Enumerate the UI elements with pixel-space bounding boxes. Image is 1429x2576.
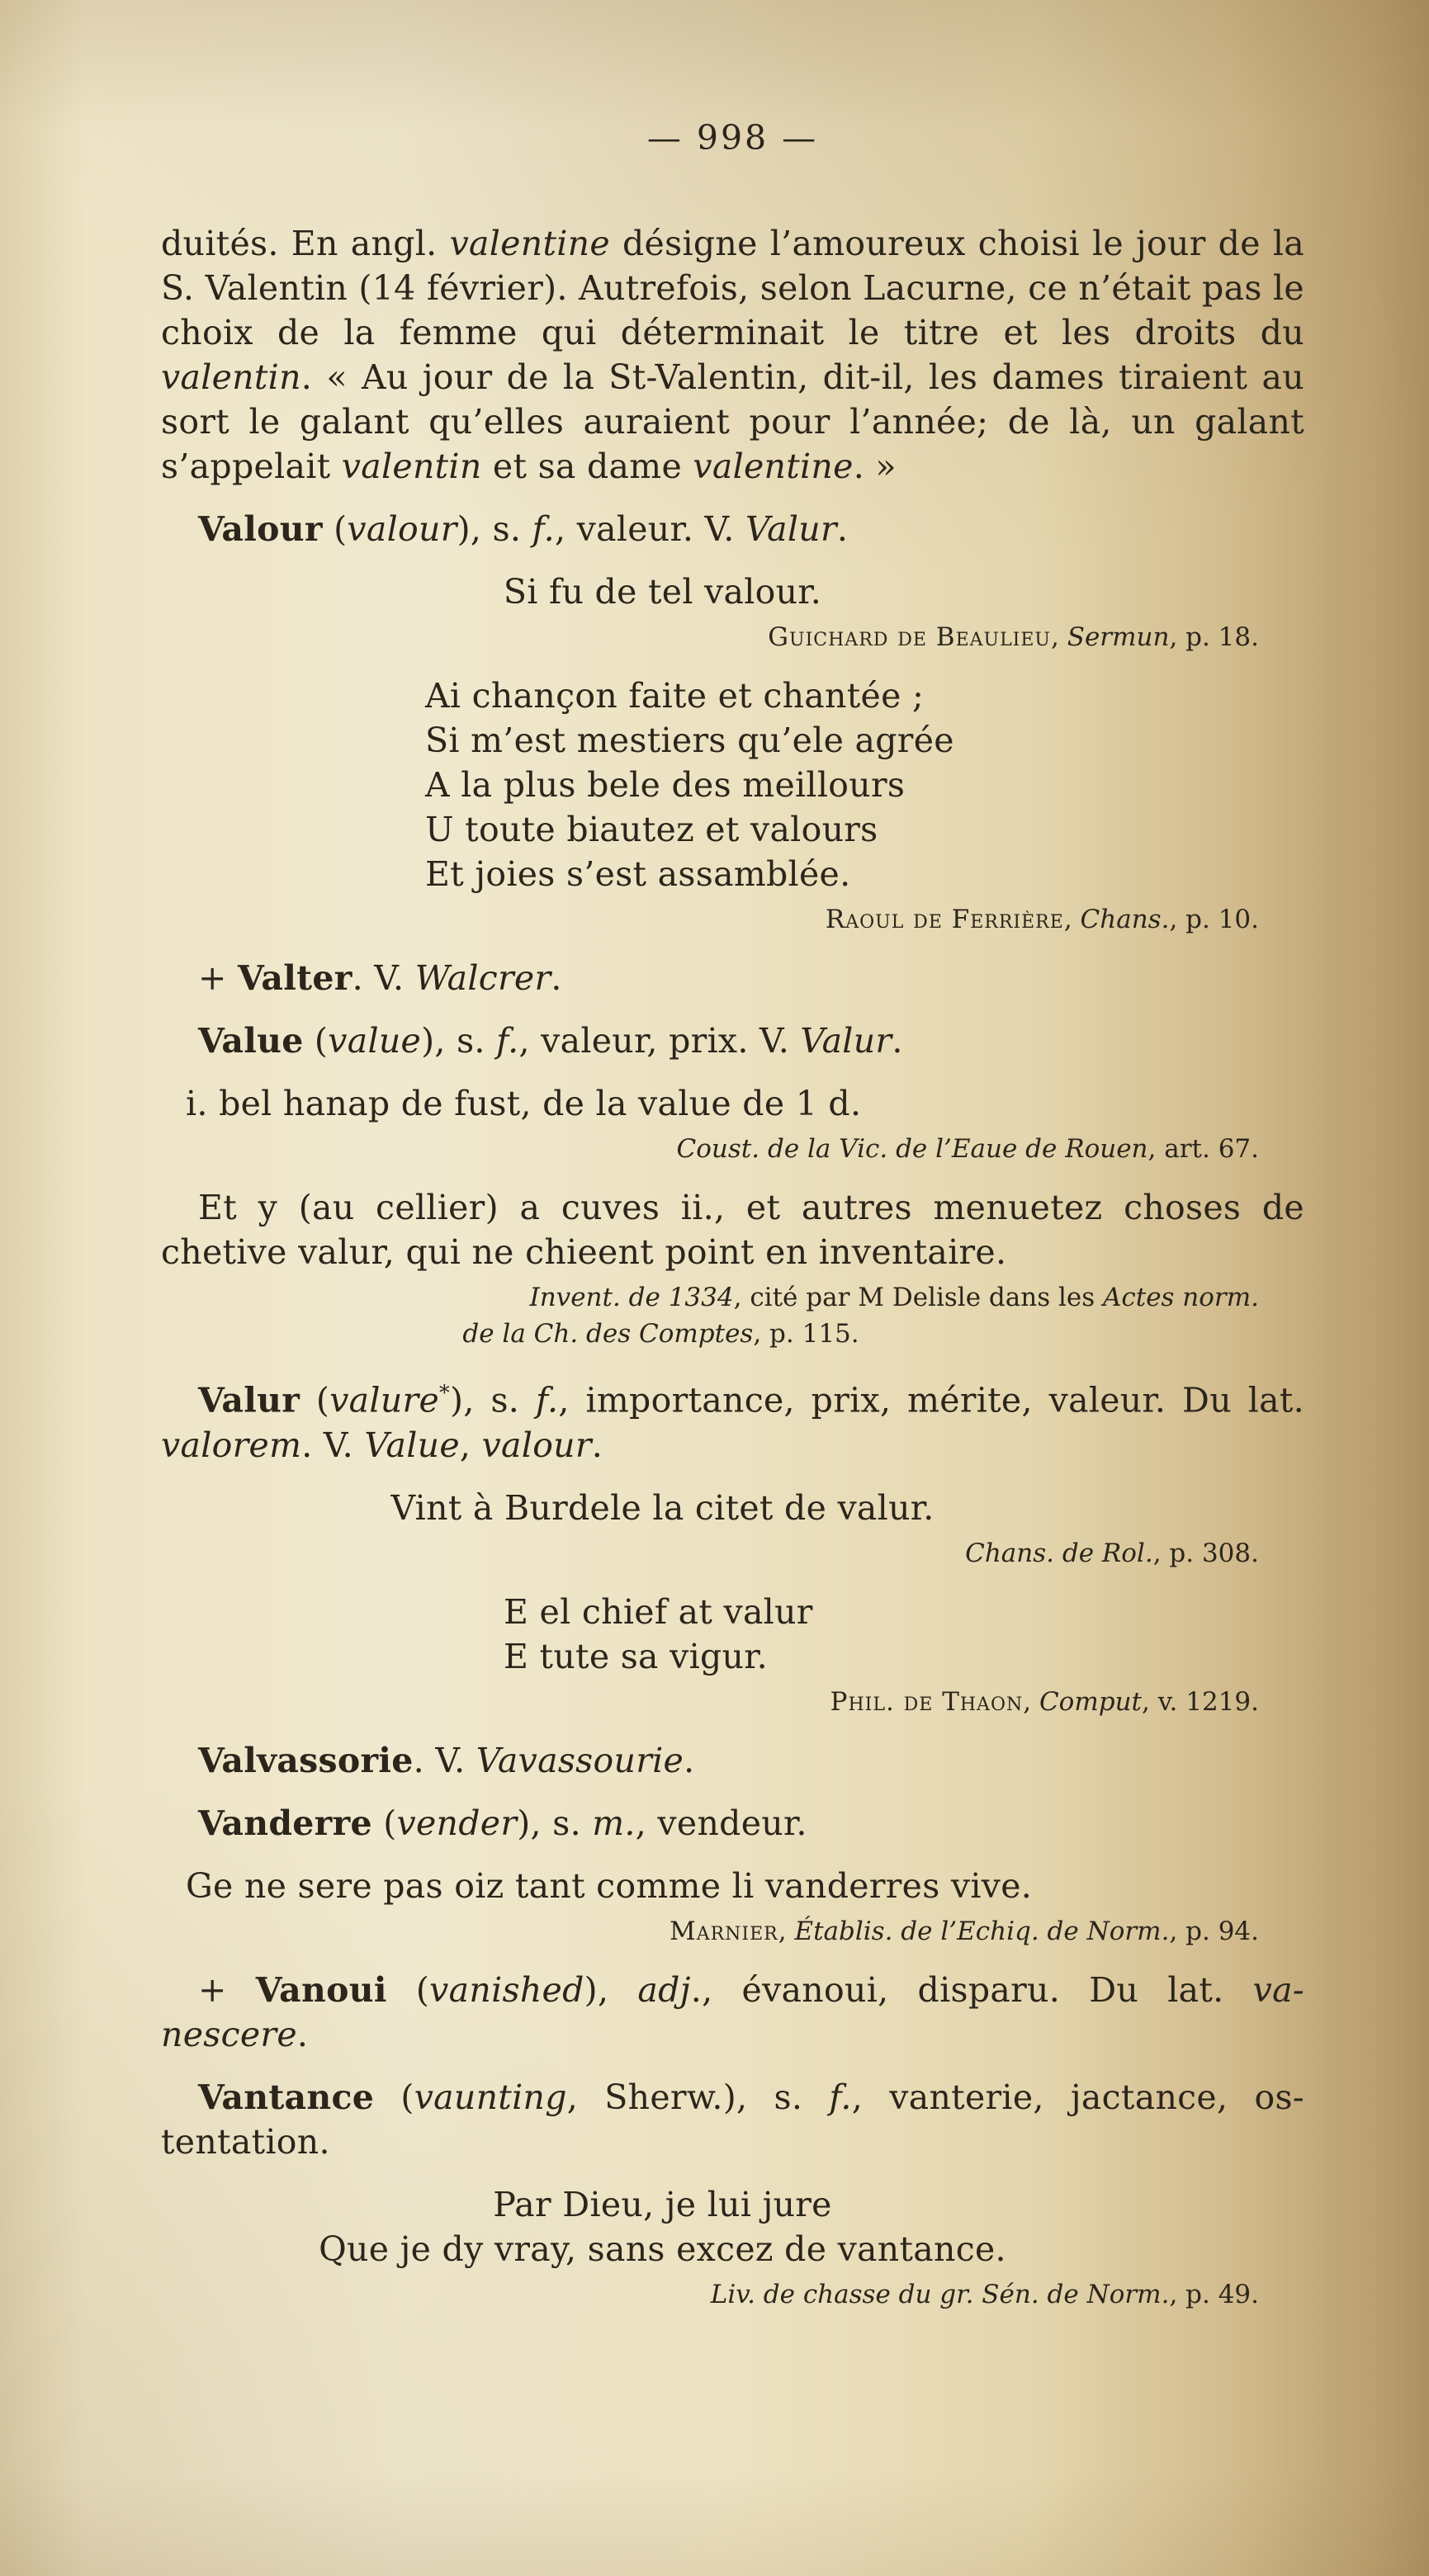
- text-segment: Chans.: [1080, 905, 1170, 934]
- text-segment: valour: [481, 1425, 592, 1465]
- verse-line: Ai chançon faite et chantée ;: [425, 676, 925, 716]
- verse-line: Et joies s’est assamblée.: [425, 854, 851, 894]
- text-segment: de la Ch. des Comptes: [462, 1319, 754, 1349]
- text-segment: Valur: [198, 1380, 300, 1420]
- text-segment: .: [892, 1021, 903, 1061]
- text-segment: .: [551, 958, 562, 998]
- text-segment: (: [303, 1021, 329, 1061]
- text-segment: Liv. de chasse du gr. Sén. de Norm.: [710, 2279, 1170, 2309]
- text-segment: .: [684, 1740, 695, 1780]
- text-segment: Vavassourie: [476, 1740, 684, 1780]
- text-segment: , p. 115.: [753, 1319, 859, 1349]
- text-segment: valentin: [161, 357, 301, 397]
- text-segment: Walcrer: [414, 958, 551, 998]
- text-segment: ),: [584, 1969, 638, 2010]
- paragraph-valentine-continuation: [161, 221, 1304, 489]
- text-segment: duités. En angl.: [161, 224, 450, 263]
- text-segment: , p. 10.: [1169, 905, 1259, 934]
- text-segment: Vanderre: [198, 1803, 372, 1843]
- text-segment: , importance, prix, mérite, valeur. Du lat.: [558, 1380, 1304, 1420]
- text-segment: . « Au jour de la St-Valentin, dit-il, les dames tiraient au sort le galant qu’elles auraient pour l’année; de là, un galant s’appelait: [161, 357, 1304, 486]
- text-segment: Vantance: [198, 2077, 375, 2117]
- text-segment: valentin: [341, 447, 482, 486]
- text-segment: ,: [459, 1425, 482, 1465]
- citation-guichard: [161, 619, 1304, 655]
- citation-line: [161, 619, 1304, 655]
- verse-e-el-chief: [504, 1590, 1304, 1679]
- text-segment: ,: [1063, 905, 1081, 934]
- text-segment: ), s.: [457, 509, 532, 549]
- page-number: — 998 —: [646, 118, 819, 158]
- text-segment: , Sherw.), s.: [566, 2077, 830, 2117]
- entry-vanoui: [161, 1968, 1304, 2057]
- text-segment: valour: [347, 509, 457, 549]
- text-segment: Chans. de Rol.: [965, 1538, 1153, 1568]
- text-segment: Si fu de tel valour.: [503, 572, 822, 612]
- text-segment: , vanterie, jactance, os-tentation.: [161, 2077, 1304, 2162]
- citation-line: [161, 1131, 1304, 1167]
- text-segment: vanished: [429, 1969, 584, 2010]
- text-segment: Sermun: [1067, 622, 1170, 652]
- text-segment: Invent. de 1334: [529, 1283, 734, 1312]
- text-segment: .: [591, 1425, 603, 1465]
- citation-invent: [161, 1279, 1304, 1352]
- text-segment: valentine: [693, 447, 854, 486]
- entry-valter: [161, 956, 1304, 1000]
- text-segment: m.: [592, 1803, 636, 1843]
- verse-line: E tute sa vigur.: [504, 1636, 768, 1676]
- text-segment: Vint à Burdele la citet de valur.: [390, 1487, 935, 1528]
- verse-line: Si m’est mestiers qu’ele agrée: [425, 721, 954, 760]
- citation-line: [161, 1279, 1304, 1316]
- verse-line: Que je dy vray, sans excez de vantance.: [319, 2229, 1006, 2269]
- text-segment: ., évanoui, disparu. Du lat.: [690, 1969, 1253, 2010]
- text-segment: Valur: [745, 509, 837, 549]
- paragraph-et-y-cellier: [161, 1185, 1304, 1274]
- text-segment: ,: [778, 1916, 795, 1946]
- verse-par-dieu: [161, 2182, 1304, 2271]
- text-segment: (: [374, 2077, 414, 2117]
- entry-vanderre: [161, 1801, 1304, 1846]
- text-segment: ), s.: [517, 1803, 593, 1843]
- citation-line: [161, 2276, 1304, 2313]
- text-segment: value: [328, 1021, 422, 1061]
- text-segment: .: [296, 2014, 309, 2054]
- text-segment: , p. 308.: [1152, 1538, 1259, 1568]
- quote-si-fu: [161, 570, 1164, 614]
- citation-liv-chasse: [161, 2276, 1304, 2313]
- text-segment: Coust. de la Vic. de l’Eaue de Rouen: [676, 1134, 1148, 1164]
- text-segment: Value: [198, 1021, 304, 1061]
- text-segment: va-nescere: [161, 1969, 1304, 2054]
- quote-hanap: [186, 1081, 1304, 1126]
- entry-valvassorie: [161, 1738, 1304, 1783]
- entry-value: [161, 1019, 1304, 1063]
- text-segment: Phil. de Thaon: [830, 1686, 1024, 1717]
- text-segment: .: [836, 509, 849, 549]
- text-segment: Valur: [800, 1021, 892, 1061]
- text-segment: , vendeur.: [635, 1803, 807, 1843]
- text-segment: Ge ne sere pas oiz tant comme li vanderres vive.: [186, 1865, 1033, 1906]
- text-segment: Comput: [1039, 1686, 1142, 1717]
- dictionary-entries: [161, 221, 1304, 2313]
- text-segment: (: [386, 1969, 430, 2010]
- text-segment: ,: [1023, 1686, 1039, 1717]
- quote-ge-ne-sere: [186, 1864, 1304, 1908]
- text-segment: . V.: [413, 1740, 476, 1780]
- text-segment: valorem: [161, 1425, 302, 1465]
- verse-ai-chancon: [425, 674, 1304, 896]
- text-segment: valure: [329, 1380, 440, 1420]
- text-segment: Marnier: [669, 1916, 778, 1946]
- text-segment: +: [198, 958, 238, 998]
- text-segment: valentine: [449, 224, 610, 263]
- citation-raoul: [161, 901, 1304, 938]
- text-segment: Valour: [198, 509, 323, 549]
- text-segment: , cité par M Delisle dans les: [733, 1283, 1103, 1312]
- verse-line: A la plus bele des meillours: [425, 765, 906, 805]
- text-segment: , art. 67.: [1147, 1134, 1259, 1164]
- text-segment: Raoul de Ferrière: [825, 905, 1064, 934]
- text-segment: *: [439, 1380, 451, 1405]
- text-segment: adj: [637, 1969, 691, 2010]
- text-segment: vaunting: [414, 2077, 567, 2117]
- text-segment: Actes norm.: [1102, 1283, 1259, 1312]
- citation-chans-rol: [161, 1535, 1304, 1572]
- text-segment: . V.: [301, 1425, 365, 1465]
- text-segment: Guichard de Beaulieu: [768, 622, 1051, 652]
- text-segment: , p. 94.: [1169, 1916, 1259, 1946]
- verse-line: E el chief at valur: [504, 1591, 813, 1632]
- text-segment: , p. 18.: [1169, 622, 1259, 652]
- text-segment: , valeur, prix. V.: [518, 1021, 801, 1061]
- entry-valur: [161, 1370, 1304, 1468]
- text-segment: (: [371, 1803, 397, 1843]
- text-segment: f.: [829, 2077, 852, 2117]
- text-segment: Valvassorie: [198, 1740, 414, 1780]
- text-segment: et sa dame: [481, 447, 693, 486]
- text-segment: Et y (au cellier) a cuves ii., et autres menuetez choses de chetive valur, qui ne chieent point en inventaire.: [161, 1188, 1304, 1272]
- text-segment: . V.: [352, 958, 415, 998]
- quote-vint-burdele: [161, 1486, 1164, 1530]
- entry-valour: [161, 507, 1304, 551]
- text-segment: ), s.: [450, 1380, 536, 1420]
- text-segment: (: [322, 509, 348, 549]
- text-segment: Établis. de l’Echiq. de Norm.: [794, 1916, 1170, 1946]
- citation-phil-thaon: [161, 1684, 1304, 1720]
- text-segment: f.: [532, 509, 555, 549]
- text-segment: désigne l’amoureux choisi le jour de la S. Valentin (14 février). Autrefois, selon Lacurne, ce n’était pas le choix de la femme qui déterminait le titre et les droits du: [161, 224, 1304, 352]
- text-segment: vender: [396, 1803, 518, 1843]
- text-segment: (: [300, 1380, 330, 1420]
- citation-coust: [161, 1131, 1304, 1167]
- verse-line: Par Dieu, je lui jure: [493, 2184, 832, 2224]
- citation-line: [161, 1316, 1161, 1352]
- text-segment: , valeur. V.: [554, 509, 745, 549]
- text-segment: . »: [853, 447, 897, 486]
- citation-line: [161, 1684, 1304, 1720]
- text-segment: , v. 1219.: [1142, 1686, 1259, 1717]
- text-segment: Value: [364, 1425, 460, 1465]
- citation-line: [161, 901, 1304, 938]
- text-segment: f.: [535, 1380, 559, 1420]
- verse-line: U toute biautez et valours: [425, 810, 878, 849]
- text-segment: i. bel hanap de fust, de la value de 1 d.: [186, 1084, 862, 1123]
- text-segment: , p. 49.: [1169, 2279, 1259, 2309]
- text-segment: Valter: [238, 958, 353, 998]
- entry-vantance: [161, 2075, 1304, 2164]
- text-segment: +: [198, 1969, 256, 2010]
- citation-line: [161, 1535, 1304, 1572]
- text-segment: ), s.: [421, 1021, 497, 1061]
- text-segment: f.: [496, 1021, 519, 1061]
- citation-line: [161, 1913, 1304, 1950]
- text-segment: Vanoui: [255, 1969, 387, 2010]
- citation-marnier: [161, 1913, 1304, 1950]
- text-segment: ,: [1050, 622, 1067, 652]
